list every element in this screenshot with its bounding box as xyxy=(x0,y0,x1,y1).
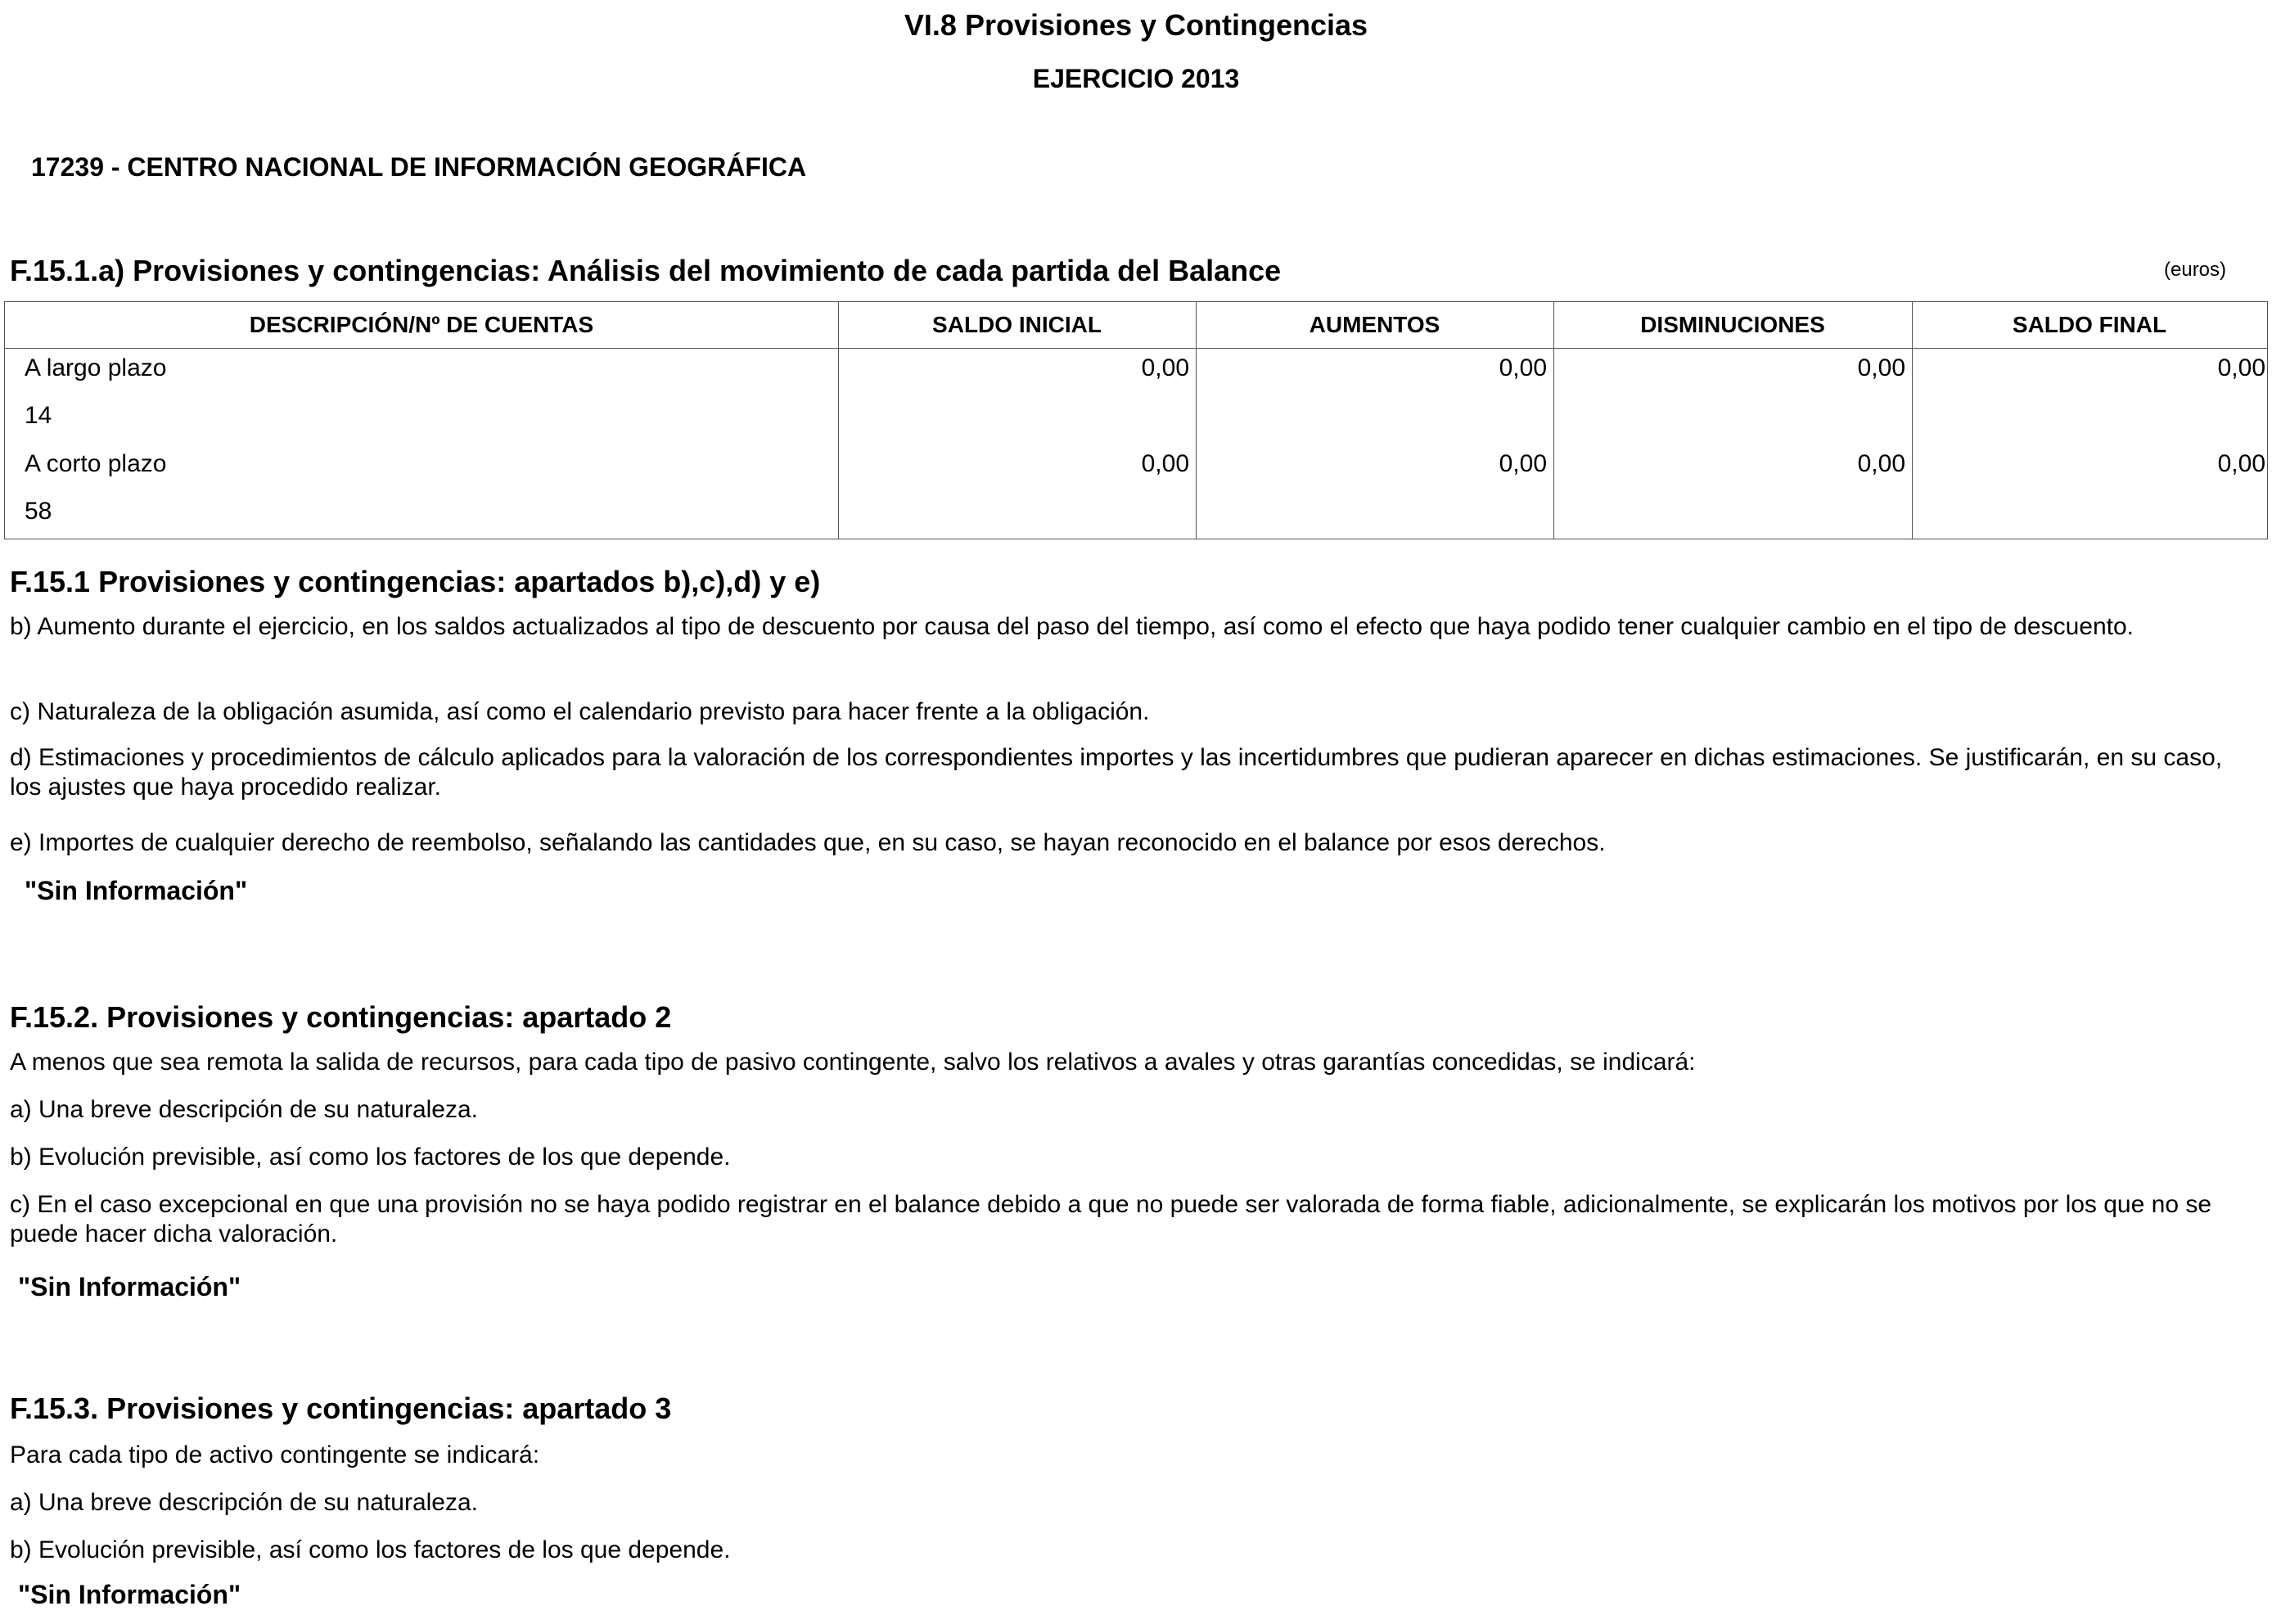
section-2-heading: F.15.2. Provisiones y contingencias: apartado 2 xyxy=(10,1000,672,1034)
header-description: DESCRIPCIÓN/Nº DE CUENTAS xyxy=(249,312,594,337)
section-b-paragraph-c: c) Naturaleza de la obligación asumida, así como el calendario previsto para hacer frente a la obligación. xyxy=(10,698,1150,725)
section-2-paragraph-c: c) En el caso excepcional en que una provisión no se haya podido registrar en el balance debido a que no puede ser valorada de forma fiable, adicionalmente, se explicarán los motivos por los que no se puede hacer dicha valoración. xyxy=(10,1191,2212,1247)
provisions-table xyxy=(4,301,2268,539)
cell-aumentos: 0,00 xyxy=(1499,450,1547,477)
section-b-heading: F.15.1 Provisiones y contingencias: apartados b),c),d) y e) xyxy=(10,565,821,598)
header-saldo-inicial: SALDO INICIAL xyxy=(932,312,1102,337)
header-divider xyxy=(5,348,2267,349)
cell-aumentos: 0,00 xyxy=(1499,354,1547,381)
document-subtitle: EJERCICIO 2013 xyxy=(1032,64,1240,93)
cell-disminuciones: 0,00 xyxy=(1857,354,1905,381)
entity-name: 17239 - CENTRO NACIONAL DE INFORMACIÓN GEOGRÁFICA xyxy=(31,152,807,182)
cell-disminuciones: 0,00 xyxy=(1857,450,1905,477)
row-label: A corto plazo xyxy=(25,450,167,477)
cell-saldo-final: 0,00 xyxy=(2217,354,2265,381)
section-2-paragraph-a: a) Una breve descripción de su naturaleza. xyxy=(10,1096,478,1123)
section-2-no-info: "Sin Información" xyxy=(18,1272,241,1301)
section-b-paragraph-d: d) Estimaciones y procedimientos de cálculo aplicados para la valoración de los correspondientes importes y las incertidumbres que pudieran aparecer en dichas estimaciones. Se justificarán, en su caso, los ajustes que haya procedido realizar. xyxy=(10,744,2223,801)
document-title: VI.8 Provisiones y Contingencias xyxy=(904,8,1368,42)
section-3-paragraph-b: b) Evolución previsible, así como los factores de los que depende. xyxy=(10,1536,731,1563)
section-2-paragraph-intro: A menos que sea remota la salida de recursos, para cada tipo de pasivo contingente, salvo los relativos a avales y otras garantías concedidas, se indicará: xyxy=(10,1049,1696,1076)
section-3-paragraph-a: a) Una breve descripción de su naturaleza. xyxy=(10,1489,478,1516)
cell-saldo-inicial: 0,00 xyxy=(1141,354,1189,381)
section-a-heading: F.15.1.a) Provisiones y contingencias: Análisis del movimiento de cada partida del Balance xyxy=(10,254,1282,287)
section-3-no-info: "Sin Información" xyxy=(18,1580,241,1609)
section-b-no-info: "Sin Información" xyxy=(25,876,248,905)
row-label: 58 xyxy=(25,498,52,525)
section-3-paragraph-intro: Para cada tipo de activo contingente se indicará: xyxy=(10,1441,540,1468)
section-b-paragraph-e: e) Importes de cualquier derecho de reembolso, señalando las cantidades que, en su caso, se hayan reconocido en el balance por esos derechos. xyxy=(10,829,1606,856)
header-disminuciones: DISMINUCIONES xyxy=(1640,312,1825,337)
header-saldo-final: SALDO FINAL xyxy=(2012,312,2167,337)
section-b-paragraph-b: b) Aumento durante el ejercicio, en los saldos actualizados al tipo de descuento por causa del paso del tiempo, así como el efecto que haya podido tener cualquier cambio en el tipo de descuento. xyxy=(10,613,2134,640)
section-3-heading: F.15.3. Provisiones y contingencias: apartado 3 xyxy=(10,1392,672,1425)
row-label: A largo plazo xyxy=(25,354,167,381)
unit-note: (euros) xyxy=(2164,259,2227,281)
section-2-paragraph-b: b) Evolución previsible, así como los factores de los que depende. xyxy=(10,1144,731,1171)
header-aumentos: AUMENTOS xyxy=(1309,312,1440,337)
cell-saldo-inicial: 0,00 xyxy=(1141,450,1189,477)
row-label: 14 xyxy=(25,402,52,429)
cell-saldo-final: 0,00 xyxy=(2217,450,2265,477)
